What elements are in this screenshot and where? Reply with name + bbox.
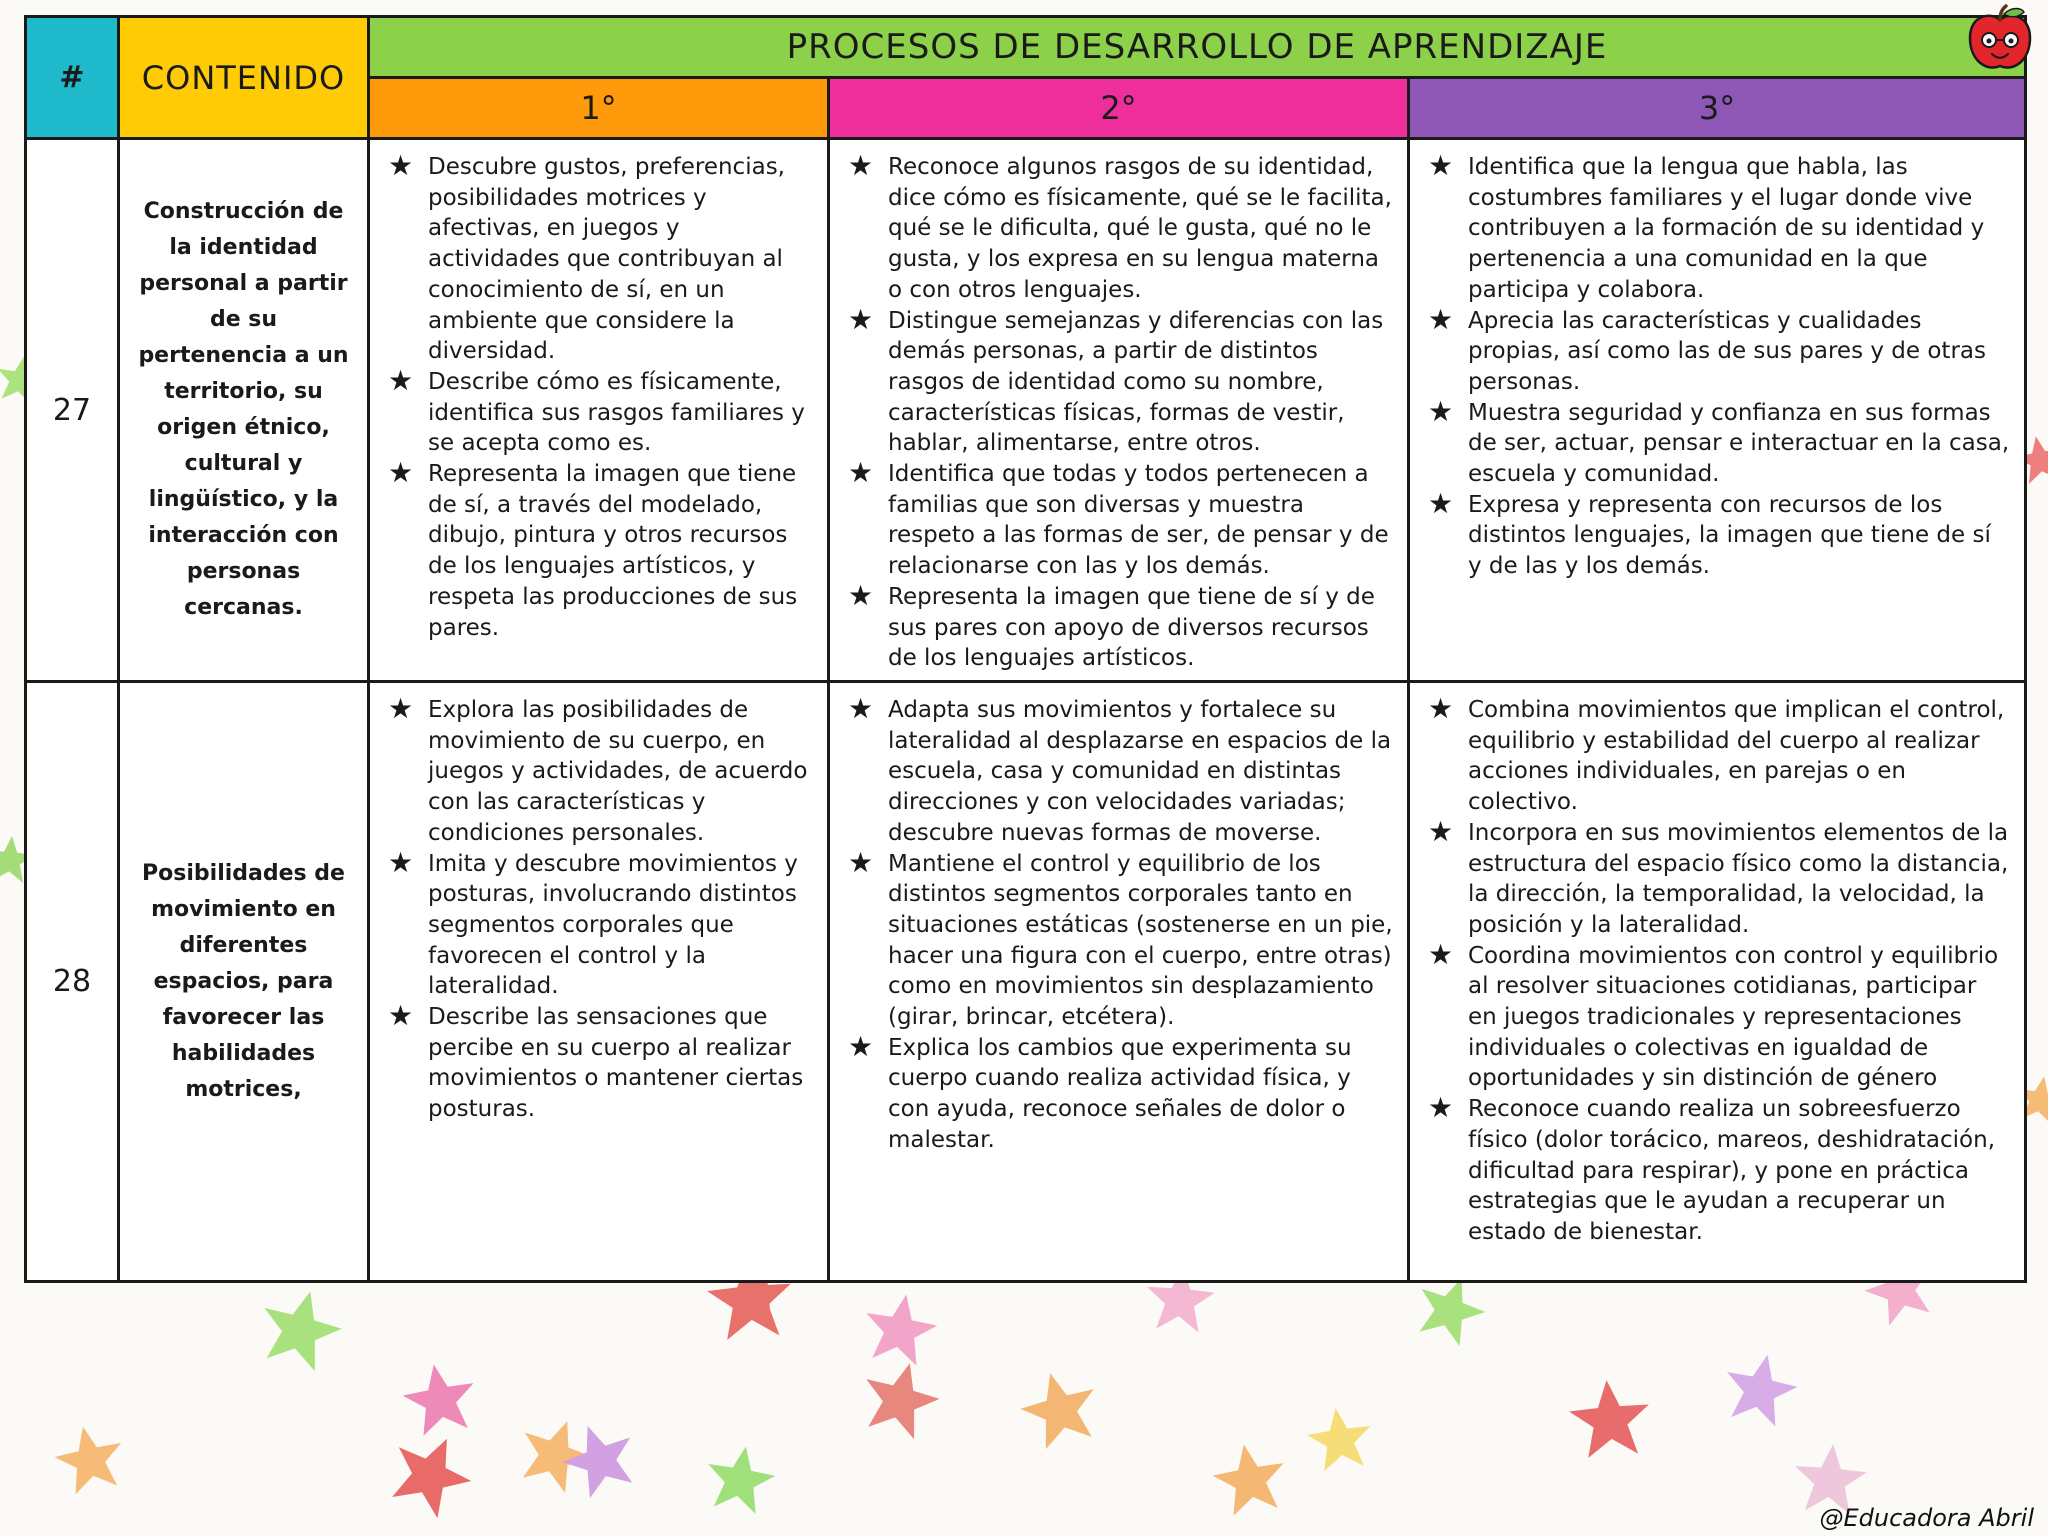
list-item-text: Descubre gustos, preferencias, posibilidades motrices y afectivas, en juegos y actividades que contribuyan al conocimiento de sí, en un ambiente que considere la diversidad. [428,154,785,365]
list-item [1428,394,2010,490]
list-item [1428,149,2010,306]
list-item-text: Aprecia las características y cualidades propias, así como las de sus pares y de otras personas. [1468,307,1986,395]
list-item-text: Explica los cambios que experimenta su cuerpo cuando realiza actividad física, y con ayuda, reconoce señales de dolor o malestar. [888,1034,1352,1153]
list-item-text: Muestra seguridad y confianza en sus formas de ser, actuar, pensar e interactuar en la casa, escuela y comunidad. [1468,399,2010,488]
learning-processes-table [24,15,2027,1283]
grade-2-cell [829,139,1409,682]
grade-1-cell [369,139,829,682]
table-row [26,682,2026,1282]
list-item-text: Reconoce cuando realiza un sobreesfuerzo físico (dolor torácico, mareos, deshidratación, dificultad para respirar), y pone en práctica estrategias que le ayudan a recuperar un estado de bienestar. [1468,1096,1996,1245]
grade-2-header: 2° [829,78,1409,139]
star-icon: ★ [1428,814,1454,848]
list-item-text: Describe cómo es físicamente, identifica sus rasgos familiares y se acepta como es. [428,368,805,457]
star-icon: ★ [848,1029,874,1063]
star-icon: ★ [848,149,874,182]
list-item [1428,1091,2010,1248]
list-item [848,302,1393,460]
header-row [26,17,2026,78]
grade-1-cell [369,682,829,1282]
list-item [848,149,1393,306]
grade-3-cell [1409,139,2026,682]
list-item [848,692,1393,849]
list-item-text: Describe las sensaciones que percibe en su cuerpo al realizar movimientos o mantener ciertas posturas. [428,1004,804,1123]
list-item [388,456,813,643]
list-item [848,456,1393,582]
list-item [388,363,813,459]
content-cell: Posibilidades de movimiento en diferentes espacios, para favorecer las habilidades motrices, [119,682,369,1282]
star-icon: ★ [388,149,414,182]
list-item [1428,302,2010,398]
star-icon: ★ [1428,149,1454,182]
star-icon: ★ [1428,1091,1454,1125]
list-item-text: Expresa y representa con recursos de los distintos lenguajes, la imagen que tiene de sí y de las y los demás. [1468,491,1991,580]
author-credit: @Educadora Abril [1819,1504,2034,1532]
star-icon: ★ [388,692,414,725]
star-icon: ★ [848,302,874,336]
list-item-text: Identifica que todas y todos pertenecen a familias que son diversas y muestra respeto a las formas de ser, de pensar y de relacionarse con las y los demás. [888,461,1389,580]
list-item [388,999,813,1125]
list-item-text: Coordina movimientos con control y equilibrio al resolver situaciones cotidianas, participar en juegos tradicionales y representaciones individuales o colectivas en igualdad de oportunidades y sin distinción de género [1468,942,1999,1092]
list-item [388,149,813,367]
grade-3-header: 3° [1409,78,2026,139]
grade-1-header: 1° [369,78,829,139]
content-cell: Construcción de la identidad personal a partir de su pertenencia a un territorio, su origen étnico, cultural y lingüístico, y la interacción con personas cercanas. [119,139,369,682]
list-item-text: Explora las posibilidades de movimiento de su cuerpo, en juegos y actividades, de acuerdo con las características y condiciones personales. [428,697,808,846]
table-row [26,139,2026,682]
list-item-text: Adapta sus movimientos y fortalece su lateralidad al desplazarse en espacios de la escuela, casa y comunidad en distintas direcciones y con velocidades variadas; descubre nuevas formas de moverse. [888,697,1392,846]
list-item-text: Mantiene el control y equilibrio de los distintos segmentos corporales tanto en situaciones estáticas (sostenerse en un pie, hacer una figura con el cuerpo, entre otras) como en movimientos sin desplazamiento (girar, brincar, etcétera). [888,850,1393,1031]
star-icon: ★ [848,692,874,725]
list-item-text: Imita y descubre movimientos y posturas, involucrando distintos segmentos corporales que favorecen el control y la lateralidad. [428,850,798,1000]
list-item [848,845,1393,1033]
list-item [388,692,813,849]
list-item-text: Representa la imagen que tiene de sí, a través del modelado, dibujo, pintura y otros recursos de los lenguajes artísticos, y respeta las producciones de sus pares. [428,461,798,641]
star-icon: ★ [388,999,414,1033]
processes-title-header: PROCESOS DE DESARROLLO DE APRENDIZAJE [369,17,2026,78]
list-item-text: Incorpora en sus movimientos elementos de la estructura del espacio físico como la distancia, la dirección, la temporalidad, la velocidad, la posición y la lateralidad. [1468,819,2009,938]
list-item [1428,486,2010,582]
list-item-text: Reconoce algunos rasgos de su identidad, dice cómo es físicamente, qué se le facilita, qué se le dificulta, qué le gusta, qué no le gusta, y los expresa en su lengua materna o con otros lenguajes. [888,154,1392,303]
star-icon: ★ [1428,486,1454,520]
star-icon: ★ [1428,937,1454,971]
list-item [388,845,813,1003]
list-item [1428,692,2010,818]
apple-icon [1962,4,2038,76]
list-item [848,578,1393,674]
grade-2-cell [829,682,1409,1282]
star-icon: ★ [388,845,414,879]
number-header: # [26,17,119,139]
star-icon: ★ [1428,394,1454,428]
list-item [848,1029,1393,1156]
list-item-text: Distingue semejanzas y diferencias con las demás personas, a partir de distintos rasgos de identidad como su nombre, características físicas, formas de vestir, hablar, alimentarse, entre otros. [888,307,1384,457]
list-item-text: Combina movimientos que implican el control, equilibrio y estabilidad del cuerpo al realizar acciones individuales, en parejas o en colectivo. [1468,697,2005,816]
star-icon: ★ [388,456,414,490]
star-icon: ★ [848,456,874,490]
list-item-text: Identifica que la lengua que habla, las costumbres familiares y el lugar donde vive contribuyen a la formación de su identidad y pertenencia a una comunidad en la que participa y colabora. [1468,154,1985,303]
list-item [1428,814,2010,941]
row-number: 28 [26,682,119,1282]
star-icon: ★ [848,845,874,879]
star-icon: ★ [848,578,874,612]
content-header: CONTENIDO [119,17,369,139]
star-icon: ★ [1428,302,1454,336]
grade-3-cell [1409,682,2026,1282]
list-item-text: Representa la imagen que tiene de sí y de sus pares con apoyo de diversos recursos de los lenguajes artísticos. [888,583,1375,672]
list-item [1428,937,2010,1095]
row-number: 27 [26,139,119,682]
star-icon: ★ [388,363,414,397]
star-icon: ★ [1428,692,1454,725]
